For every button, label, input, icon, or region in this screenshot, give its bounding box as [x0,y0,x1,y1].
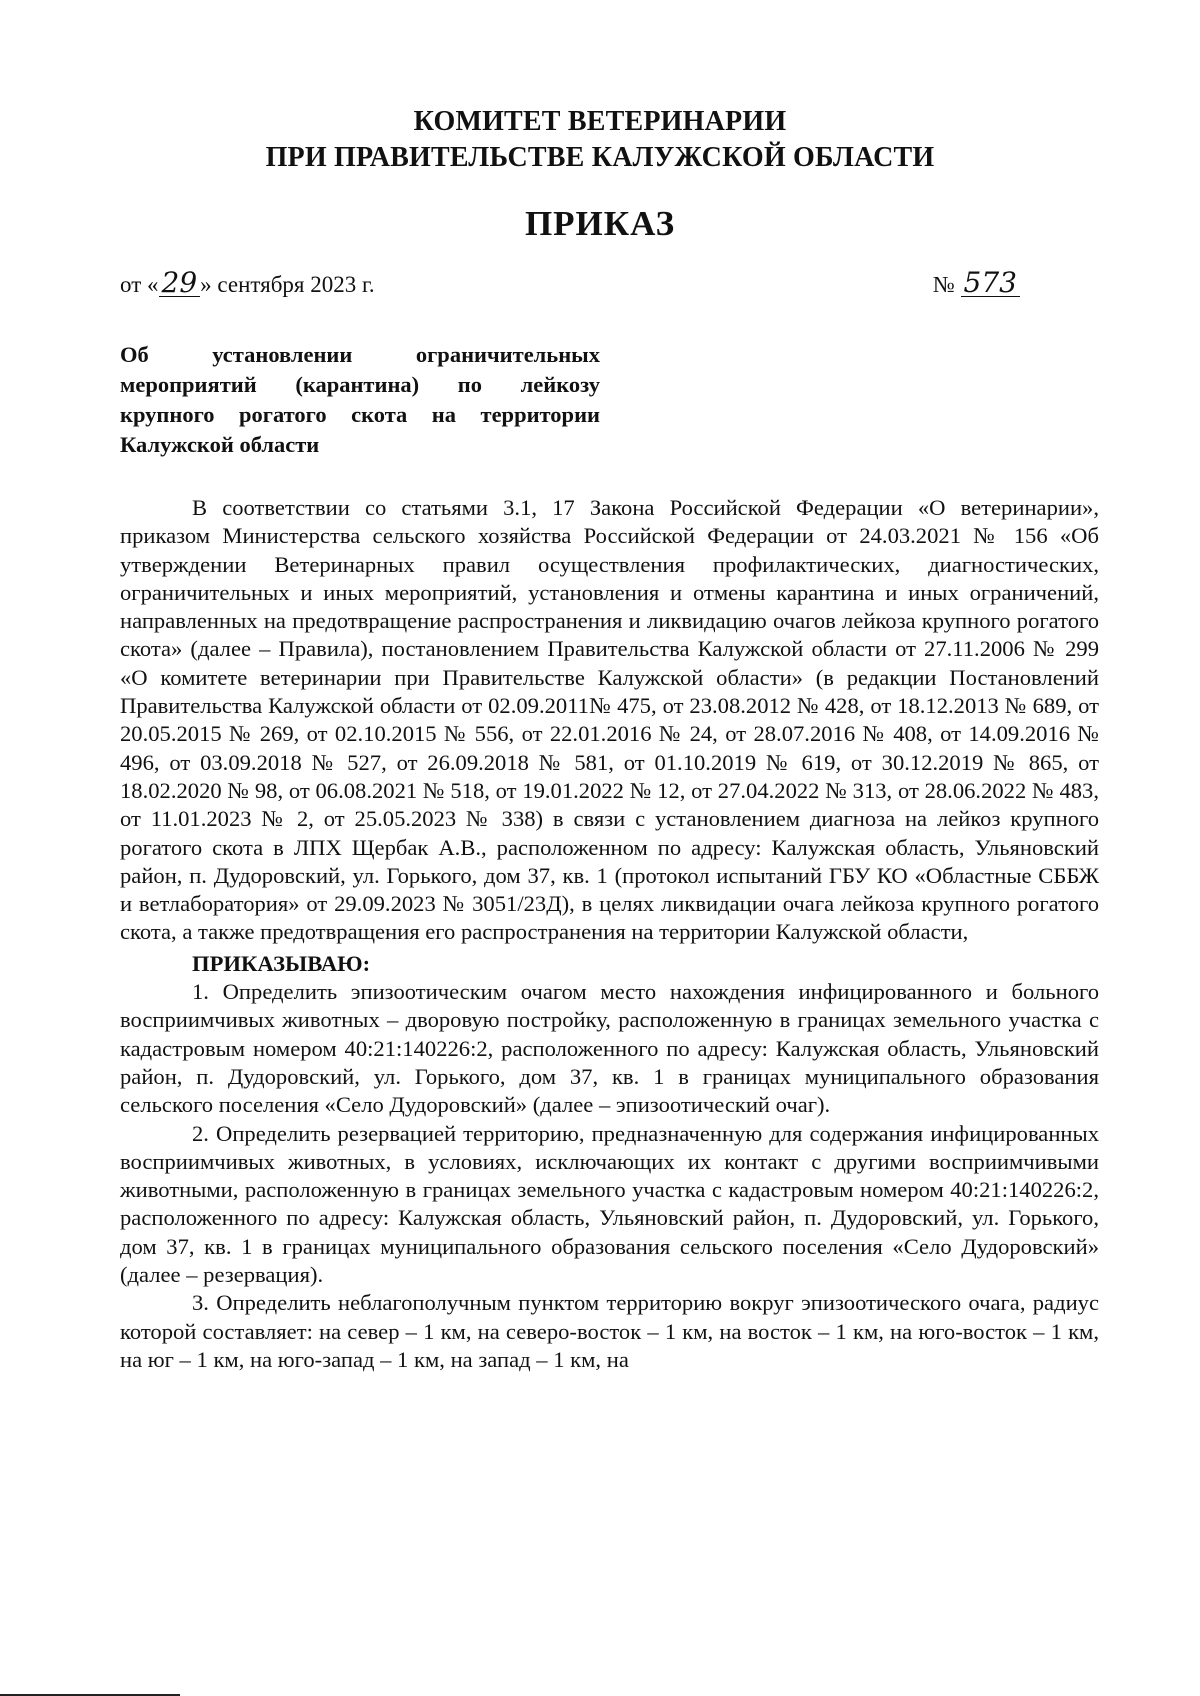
order-item-2: 2. Определить резервацией территорию, предназначенную для содержания инфицированных восприимчивых животных, в условиях, исключающих их контакт с другими восприимчивыми животными, расположенную в границах земельного участка с кадастровым номером 40:21:140226:2, расположенного по адресу: Калужская область, Ульяновский район, п. Дудоровский, ул. Горького, дом 37, кв. 1 в границах муниципального образования сельского поселения «Село Дудоровский» (далее – резервация). [120,1120,1099,1288]
document-number [932,266,1020,299]
document-type-title: ПРИКАЗ [524,204,676,243]
number-prefix: № [932,272,955,297]
document-header [0,104,1200,246]
document-body [120,494,1099,1374]
document-date [120,266,375,299]
date-prefix: от « [120,272,159,297]
order-item-1: 1. Определить эпизоотическим очагом место нахождения инфицированного и больного восприимчивых животных – дворовую постройку, расположенную в границах земельного участка с кадастровым номером 40:21:140226:2, расположенного по адресу: Калужская область, Ульяновский район, п. Дудоровский, ул. Горького, дом 37, кв. 1 в границах муниципального образования сельского поселения «Село Дудоровский» (далее – эпизоотический очаг). [120,979,1099,1118]
date-suffix: » сентября 2023 г. [200,272,375,297]
date-number-line [120,266,1020,304]
document-subject: Об установлении ограничительных мероприятий (карантина) по лейкозу крупного рогатого скота на территории Калужской области [120,342,600,457]
number-handwritten: 573 [961,270,1020,297]
order-item-3: 3. Определить неблагополучным пунктом территорию вокруг эпизоотического очага, радиус которой составляет: на север – 1 км, на северо-восток – 1 км, на восток – 1 км, на юго-восток – 1 км, на юг – 1 км, на юго-запад – 1 км, на запад – 1 км, на [120,1290,1099,1372]
organization-name-line2: ПРИ ПРАВИТЕЛЬСТВЕ КАЛУЖСКОЙ ОБЛАСТИ [265,142,935,173]
order-heading: ПРИКАЗЫВАЮ: [192,950,371,976]
preamble-paragraph: В соответствии со статьями 3.1, 17 Закона Российской Федерации «О ветеринарии», приказом Министерства сельского хозяйства Российской Федерации от 24.03.2021 № 156 «Об утверждении Ветеринарных правил осуществления профилактических, диагностических, ограничительных и иных мероприятий, установления и отмены карантина и иных ограничений, направленных на предотвращение распространения и ликвидацию очагов лейкоза крупного рогатого скота» (далее – Правила), постановлением Правительства Калужской области от 27.11.2006 № 299 «О комитете ветеринарии при Правительстве Калужской области» (в редакции Постановлений Правительства Калужской области от 02.09.2011№ 475, от 23.08.2012 № 428, от 18.12.2013 № 689, от 20.05.2015 № 269, от 02.10.2015 № 556, от 22.01.2016 № 24, от 28.07.2016 № 408, от 14.09.2016 № 496, от 03.09.2018 № 527, от 26.09.2018 № 581, от 01.10.2019 № 619, от 30.12.2019 № 865, от 18.02.2020 № 98, от 06.08.2021 № 518, от 19.01.2022 № 12, от 27.04.2022 № 313, от 28.06.2022 № 483, от 11.01.2023 № 2, от 25.05.2023 № 338) в связи с установлением диагноза на лейкоз крупного рогатого скота в ЛПХ Щербак А.В., расположенном по адресу: Калужская область, Ульяновский район, п. Дудоровский, ул. Горького, дом 37, кв. 1 (протокол испытаний ГБУ КО «Областные СББЖ и ветлаборатория» от 29.09.2023 № 3051/23Д), в целях ликвидации очага лейкоза крупного рогатого скота, а также предотвращения его распространения на территории Калужской области, [120,495,1099,945]
organization-name-line1: КОМИТЕТ ВЕТЕРИНАРИИ [413,106,787,137]
date-day-handwritten: 29 [159,270,201,297]
